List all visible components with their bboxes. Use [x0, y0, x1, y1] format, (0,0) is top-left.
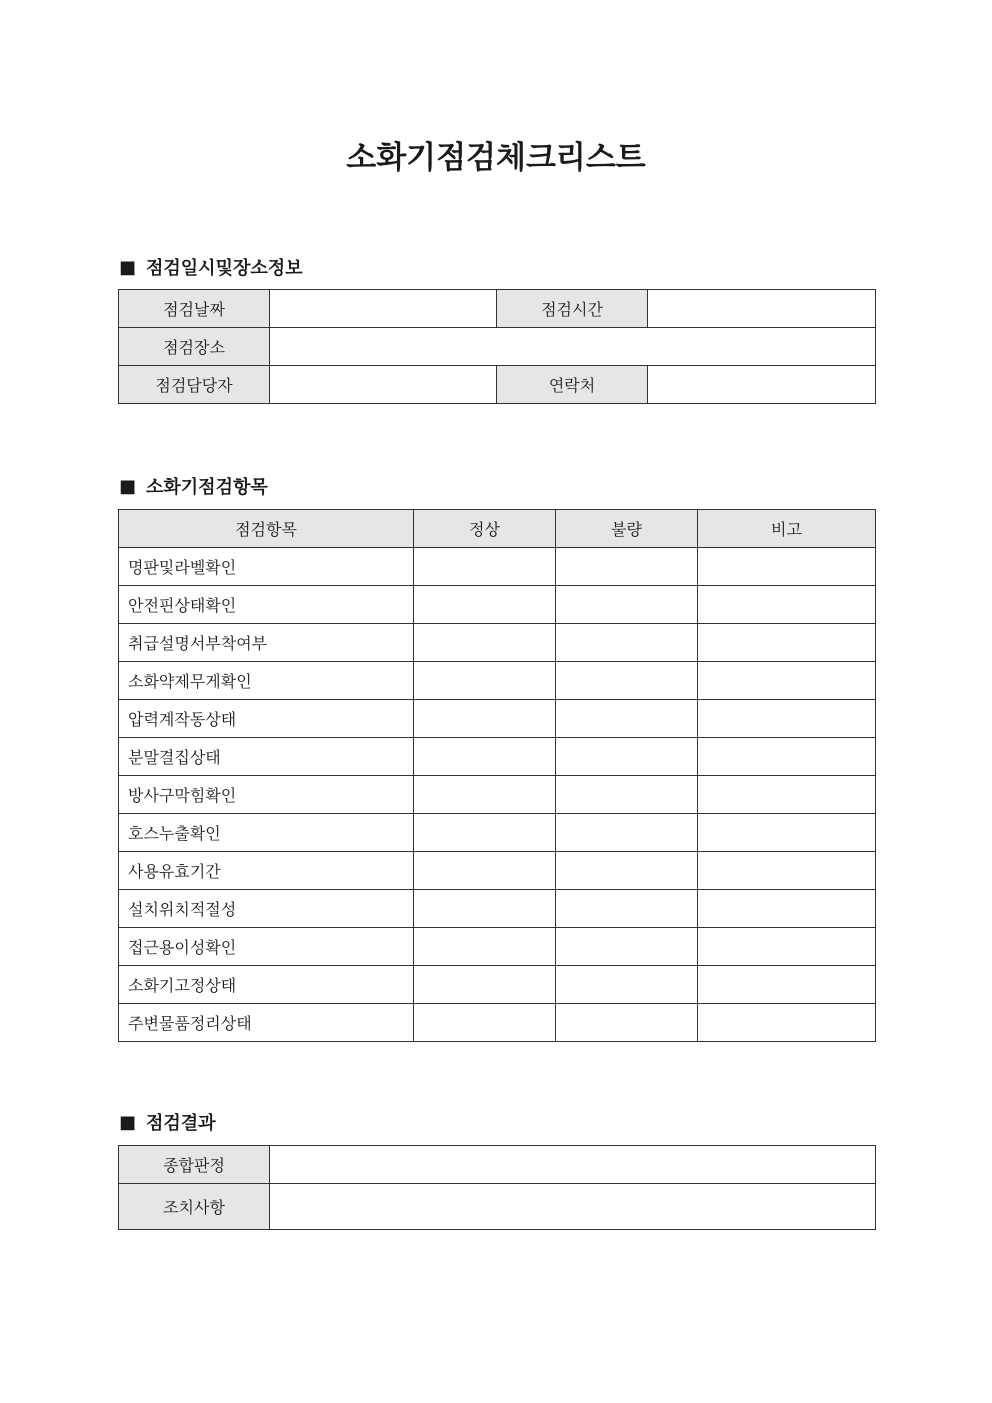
action-label: 조치사항 [119, 1184, 270, 1230]
defect-cell[interactable] [556, 624, 698, 662]
table-row [119, 1004, 876, 1042]
defect-cell[interactable] [556, 852, 698, 890]
normal-cell[interactable] [414, 624, 556, 662]
table-row [119, 776, 876, 814]
contact-field[interactable] [648, 366, 876, 404]
table-row [119, 928, 876, 966]
checklist-table [118, 509, 876, 1042]
place-field[interactable] [270, 328, 876, 366]
normal-cell[interactable] [414, 1004, 556, 1042]
defect-cell[interactable] [556, 700, 698, 738]
remarks-cell[interactable] [698, 624, 876, 662]
square-bullet-icon: ■ [119, 1111, 137, 1133]
table-row [119, 662, 876, 700]
square-bullet-icon: ■ [119, 256, 137, 278]
check-item-label: 호스누출확인 [119, 814, 414, 852]
table-row [119, 966, 876, 1004]
defect-cell[interactable] [556, 1004, 698, 1042]
remarks-cell[interactable] [698, 1004, 876, 1042]
normal-cell[interactable] [414, 662, 556, 700]
header-remarks: 비고 [698, 510, 876, 548]
check-item-label: 취급설명서부착여부 [119, 624, 414, 662]
check-item-label: 설치위치적절성 [119, 890, 414, 928]
remarks-cell[interactable] [698, 548, 876, 586]
normal-cell[interactable] [414, 738, 556, 776]
normal-cell[interactable] [414, 548, 556, 586]
remarks-cell[interactable] [698, 852, 876, 890]
judgement-field[interactable] [270, 1146, 876, 1184]
remarks-cell[interactable] [698, 738, 876, 776]
remarks-cell[interactable] [698, 890, 876, 928]
remarks-cell[interactable] [698, 700, 876, 738]
contact-label: 연락처 [497, 366, 648, 404]
normal-cell[interactable] [414, 928, 556, 966]
table-row [119, 890, 876, 928]
defect-cell[interactable] [556, 814, 698, 852]
document-title: 소화기점검체크리스트 [346, 140, 646, 176]
check-item-label: 접근용이성확인 [119, 928, 414, 966]
normal-cell[interactable] [414, 852, 556, 890]
section-heading-result [119, 1109, 216, 1135]
table-row [119, 586, 876, 624]
defect-cell[interactable] [556, 776, 698, 814]
section-heading-label: 점검일시및장소정보 [146, 258, 303, 279]
check-item-label: 방사구막힘확인 [119, 776, 414, 814]
section-heading-label: 점검결과 [146, 1113, 216, 1134]
check-item-label: 소화기고정상태 [119, 966, 414, 1004]
info-table [118, 289, 876, 404]
square-bullet-icon: ■ [119, 475, 137, 497]
action-field[interactable] [270, 1184, 876, 1230]
defect-cell[interactable] [556, 662, 698, 700]
remarks-cell[interactable] [698, 966, 876, 1004]
judgement-label: 종합판정 [119, 1146, 270, 1184]
defect-cell[interactable] [556, 890, 698, 928]
section-heading-items [119, 473, 268, 499]
normal-cell[interactable] [414, 700, 556, 738]
table-row [119, 548, 876, 586]
table-row [119, 624, 876, 662]
normal-cell[interactable] [414, 966, 556, 1004]
place-label: 점검장소 [119, 328, 270, 366]
time-label: 점검시간 [497, 290, 648, 328]
header-defect: 불량 [556, 510, 698, 548]
remarks-cell[interactable] [698, 814, 876, 852]
check-item-label: 사용유효기간 [119, 852, 414, 890]
defect-cell[interactable] [556, 738, 698, 776]
check-item-label: 안전핀상태확인 [119, 586, 414, 624]
check-item-label: 주변물품정리상태 [119, 1004, 414, 1042]
section-heading-info [119, 254, 303, 280]
check-item-label: 압력계작동상태 [119, 700, 414, 738]
table-row [119, 700, 876, 738]
remarks-cell[interactable] [698, 928, 876, 966]
time-field[interactable] [648, 290, 876, 328]
check-item-label: 소화약제무게확인 [119, 662, 414, 700]
table-row [119, 738, 876, 776]
date-label: 점검날짜 [119, 290, 270, 328]
result-table [118, 1145, 876, 1230]
header-item: 점검항목 [119, 510, 414, 548]
date-field[interactable] [270, 290, 497, 328]
normal-cell[interactable] [414, 890, 556, 928]
table-row [119, 814, 876, 852]
normal-cell[interactable] [414, 586, 556, 624]
defect-cell[interactable] [556, 928, 698, 966]
checklist-body [119, 548, 876, 1042]
header-normal: 정상 [414, 510, 556, 548]
remarks-cell[interactable] [698, 662, 876, 700]
remarks-cell[interactable] [698, 776, 876, 814]
check-item-label: 분말결집상태 [119, 738, 414, 776]
defect-cell[interactable] [556, 586, 698, 624]
remarks-cell[interactable] [698, 586, 876, 624]
manager-field[interactable] [270, 366, 497, 404]
normal-cell[interactable] [414, 814, 556, 852]
defect-cell[interactable] [556, 966, 698, 1004]
table-row [119, 852, 876, 890]
check-item-label: 명판및라벨확인 [119, 548, 414, 586]
manager-label: 점검담당자 [119, 366, 270, 404]
defect-cell[interactable] [556, 548, 698, 586]
normal-cell[interactable] [414, 776, 556, 814]
section-heading-label: 소화기점검항목 [146, 477, 268, 498]
